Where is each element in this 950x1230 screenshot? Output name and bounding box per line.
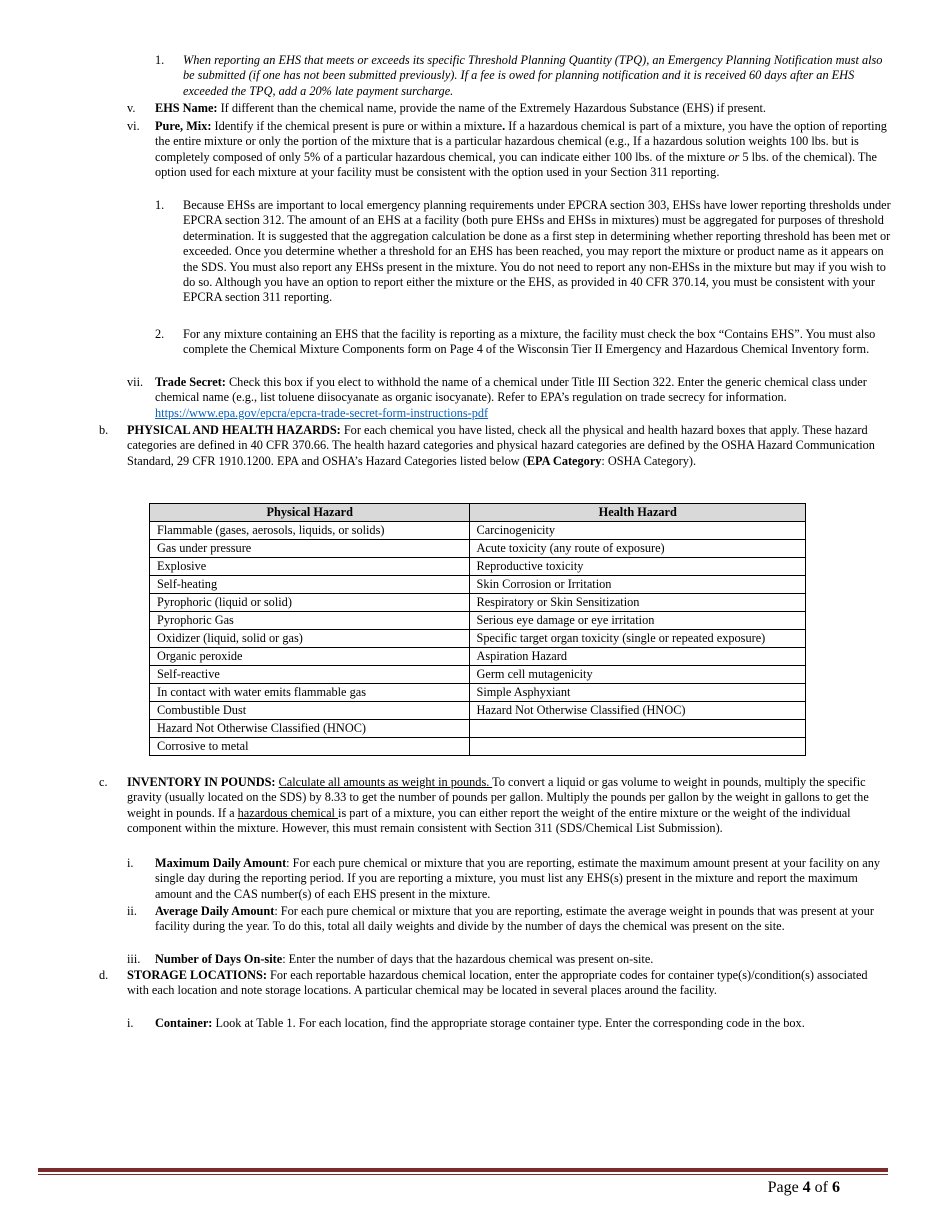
section-marker: d. xyxy=(99,968,109,982)
pure-mix-text: 5 lbs. of the chemical). The option used for each mixture at your facility must be consistent with the option used in your Section 311 reporting. xyxy=(155,149,877,180)
health-hazard-cell: Specific target organ toxicity (single or repeated exposure) xyxy=(469,630,806,648)
physical-hazard-cell: Pyrophoric Gas xyxy=(150,612,470,630)
max-daily-text: : For each pure chemical or mixture that you are reporting, estimate the maximum amount present at your facility on any single day during the reporting period. If you are reporting a mixture, you must list any EHS(s) present in the mixture and report the maximum amount and the CAS number(s) of each EHS present in the mixture. xyxy=(155,856,880,901)
inventory-text: To convert a liquid or gas volume to weight in pounds, multiply the specific gravity (usually located on the SDS) by 8.33 to get the number of pounds per gallon. Multiply the pounds per gallon by the weight in gallons to get the weight in pounds. If a xyxy=(127,775,869,820)
hazards-section xyxy=(127,423,891,469)
health-hazard-cell: Reproductive toxicity xyxy=(469,558,806,576)
table-row xyxy=(150,612,806,630)
section-marker: c. xyxy=(99,775,108,789)
table-row xyxy=(150,738,806,756)
table-row xyxy=(150,522,806,540)
of-word: of xyxy=(814,1179,828,1196)
list-marker: vii. xyxy=(127,375,144,389)
table-row xyxy=(150,648,806,666)
physical-hazard-cell: Gas under pressure xyxy=(150,540,470,558)
list-marker: v. xyxy=(127,101,136,115)
page-total: 6 xyxy=(832,1179,840,1196)
trade-secret-item xyxy=(155,375,891,421)
epa-category: EPA Category xyxy=(526,453,602,468)
table-row xyxy=(150,666,806,684)
days-onsite-label: Number of Days On-site xyxy=(155,952,283,966)
physical-hazard-cell: Explosive xyxy=(150,558,470,576)
physical-hazard-cell: In contact with water emits flammable gas xyxy=(150,684,470,702)
health-hazard-cell: Hazard Not Otherwise Classified (HNOC) xyxy=(469,702,806,720)
physical-hazard-cell: Hazard Not Otherwise Classified (HNOC) xyxy=(150,720,470,738)
pure-mix-text: Identify if the chemical present is pure or within a mixture xyxy=(211,119,503,133)
physical-hazard-cell: Oxidizer (liquid, solid or gas) xyxy=(150,630,470,648)
health-hazard-cell xyxy=(469,738,806,756)
list-marker: vi. xyxy=(127,119,140,133)
table-row xyxy=(150,576,806,594)
page-word: Page xyxy=(767,1179,799,1196)
table-row xyxy=(150,558,806,576)
hazards-text: For each chemical you have listed, check all the physical and health hazard boxes that apply. These hazard categories are defined in 40 CFR 370.66. The health hazard categories and physical hazard categories are defined by the OSHA Hazard Communication Standard, 29 CFR 1910.1200. EPA and OSHA’s Hazard Categories listed below ( xyxy=(127,423,875,468)
avg-daily-label: Average Daily Amount xyxy=(155,904,275,918)
container-label: Container: xyxy=(155,1016,213,1030)
list-marker: i. xyxy=(127,856,134,870)
avg-daily-text: : For each pure chemical or mixture that you are reporting, estimate the average weight in pounds that was present at your facility during the year. To do this, total all daily weights and divide by the number of days the chemical was present on the site. xyxy=(155,904,874,934)
container-item xyxy=(155,1016,900,1031)
pure-mix-item xyxy=(155,119,891,181)
health-hazard-cell: Respiratory or Skin Sensitization xyxy=(469,594,806,612)
trade-secret-text: Check this box if you elect to withhold the name of a chemical under Title III Section 322. Enter the generic chemical class under chemical name (e.g., list toluene diisocyanate as organic isocyanate). Refer to EPA’s regulation on trade secrecy for information. xyxy=(155,375,867,405)
list-marker: i. xyxy=(127,1016,134,1030)
tpq-note: When reporting an EHS that meets or exceeds its specific Threshold Planning Quantity (TPQ), an Emergency Planning Notification must also be submitted (if one has not been submitted previously). If a fee is owed for planning notification and it is received 60 days after an EHS exceeded the TPQ, add a 20% late payment surcharge. xyxy=(183,53,883,98)
health-hazard-cell: Germ cell mutagenicity xyxy=(469,666,806,684)
physical-hazard-cell: Flammable (gases, aerosols, liquids, or solids) xyxy=(150,522,470,540)
health-hazard-cell: Skin Corrosion or Irritation xyxy=(469,576,806,594)
inventory-section xyxy=(127,775,891,837)
table-row xyxy=(150,684,806,702)
physical-hazard-header: Physical Hazard xyxy=(150,504,470,522)
storage-section xyxy=(127,968,891,999)
container-text: Look at Table 1. For each location, find the appropriate storage container type. Enter the corresponding code in the box. xyxy=(212,1016,805,1030)
footer-rule-thin xyxy=(38,1174,888,1175)
inventory-text: is part of a mixture, you can either report the weight of the entire mixture or the weight of the individual component within the mixture. However, this must remain consistent with Section 311 (SDS/Chemical List Submission). xyxy=(127,805,851,836)
storage-label: STORAGE LOCATIONS: xyxy=(127,968,267,982)
days-onsite-text: : Enter the number of days that the hazardous chemical was present on-site. xyxy=(282,952,654,966)
hazard-table xyxy=(149,503,806,756)
health-hazard-cell xyxy=(469,720,806,738)
trade-secret-link[interactable]: https://www.epa.gov/epcra/epcra-trade-secret-form-instructions-pdf xyxy=(155,405,489,420)
pure-mix-text: If a hazardous chemical is part of a mixture, you have the option of reporting the entire mixture or only the portion of the mixture that is a particular hazardous chemical (e.g., If a hazardous solution weights 100 lbs. but is completely composed of only 5% of a particular hazardous chemical, you can indicate either 100 lbs. of the mixture xyxy=(155,119,887,164)
trade-secret-label: Trade Secret: xyxy=(155,375,226,389)
inventory-underlined: Calculate all amounts as weight in pounds. xyxy=(278,775,493,789)
physical-hazard-cell: Combustible Dust xyxy=(150,702,470,720)
ehs-name-item xyxy=(155,101,893,116)
health-hazard-cell: Simple Asphyxiant xyxy=(469,684,806,702)
table-header-row xyxy=(150,504,806,522)
health-hazard-cell: Acute toxicity (any route of exposure) xyxy=(469,540,806,558)
hazards-text-end: : OSHA Category). xyxy=(601,453,697,468)
list-marker: 1. xyxy=(155,198,165,212)
avg-daily-item xyxy=(155,904,893,935)
contains-ehs-paragraph: For any mixture containing an EHS that the facility is reporting as a mixture, the facility must check the box “Contains EHS”. You must also complete the Chemical Mixture Components form on Page 4 of the Wisconsin Tier II Emergency and Hazardous Chemical Inventory form. xyxy=(183,327,876,357)
table-row xyxy=(150,540,806,558)
physical-hazard-cell: Self-heating xyxy=(150,576,470,594)
physical-hazard-cell: Organic peroxide xyxy=(150,648,470,666)
aggregation-paragraph: Because EHSs are important to local emergency planning requirements under EPCRA section 303, EHSs have lower reporting thresholds under EPCRA section 312. The amount of an EHS at a facility (both pure EHSs and EHSs in mixtures) must be aggregated for purposes of threshold determination. It is suggested that the aggregation calculation be done as a first step in determining whether reporting threshold has been met or exceeded. Once you determine whether a threshold for an EHS has been reached, you may report the mixture or product name as it appears on the SDS. You must also report any EHSs present in the mixture. You do not need to report any non-EHSs in the mixture but may if you wish to do so. Although you have an option to report either the mixture or the EHS, as provided in 40 CFR 370.14, you must be consistent with your EPCRA section 311 reporting. xyxy=(183,198,891,305)
table-row xyxy=(150,702,806,720)
ehs-name-text: If different than the chemical name, provide the name of the Extremely Hazardous Substance (EHS) if present. xyxy=(217,101,767,115)
physical-hazard-cell: Self-reactive xyxy=(150,666,470,684)
hazards-label: PHYSICAL AND HEALTH HAZARDS: xyxy=(127,423,341,437)
health-hazard-cell: Carcinogenicity xyxy=(469,522,806,540)
max-daily-item xyxy=(155,856,893,902)
pure-mix-label: Pure, Mix: xyxy=(155,119,212,133)
page-current: 4 xyxy=(802,1179,811,1196)
list-marker: ii. xyxy=(127,904,137,918)
section-marker: b. xyxy=(99,423,109,437)
health-hazard-header: Health Hazard xyxy=(469,504,806,522)
page-number xyxy=(768,1178,840,1198)
or-word: or xyxy=(728,149,740,164)
max-daily-label: Maximum Daily Amount xyxy=(155,856,287,870)
table-row xyxy=(150,630,806,648)
storage-text: For each reportable hazardous chemical location, enter the appropriate codes for container type(s)/condition(s) associated with each location and note storage locations. A particular chemical may be located in several places around the facility. xyxy=(127,968,868,998)
period: . xyxy=(502,119,506,133)
list-marker: 2. xyxy=(155,327,165,341)
hazardous-chemical-underlined: hazardous chemical xyxy=(237,805,339,820)
physical-hazard-cell: Corrosive to metal xyxy=(150,738,470,756)
list-marker: 1. xyxy=(155,53,165,67)
table-row xyxy=(150,594,806,612)
table-row xyxy=(150,720,806,738)
list-marker: iii. xyxy=(127,952,141,966)
physical-hazard-cell: Pyrophoric (liquid or solid) xyxy=(150,594,470,612)
days-onsite-item xyxy=(155,952,893,967)
health-hazard-cell: Serious eye damage or eye irritation xyxy=(469,612,806,630)
inventory-label: INVENTORY IN POUNDS: xyxy=(127,775,276,789)
ehs-name-label: EHS Name: xyxy=(155,101,218,115)
health-hazard-cell: Aspiration Hazard xyxy=(469,648,806,666)
footer-rule xyxy=(38,1168,888,1172)
